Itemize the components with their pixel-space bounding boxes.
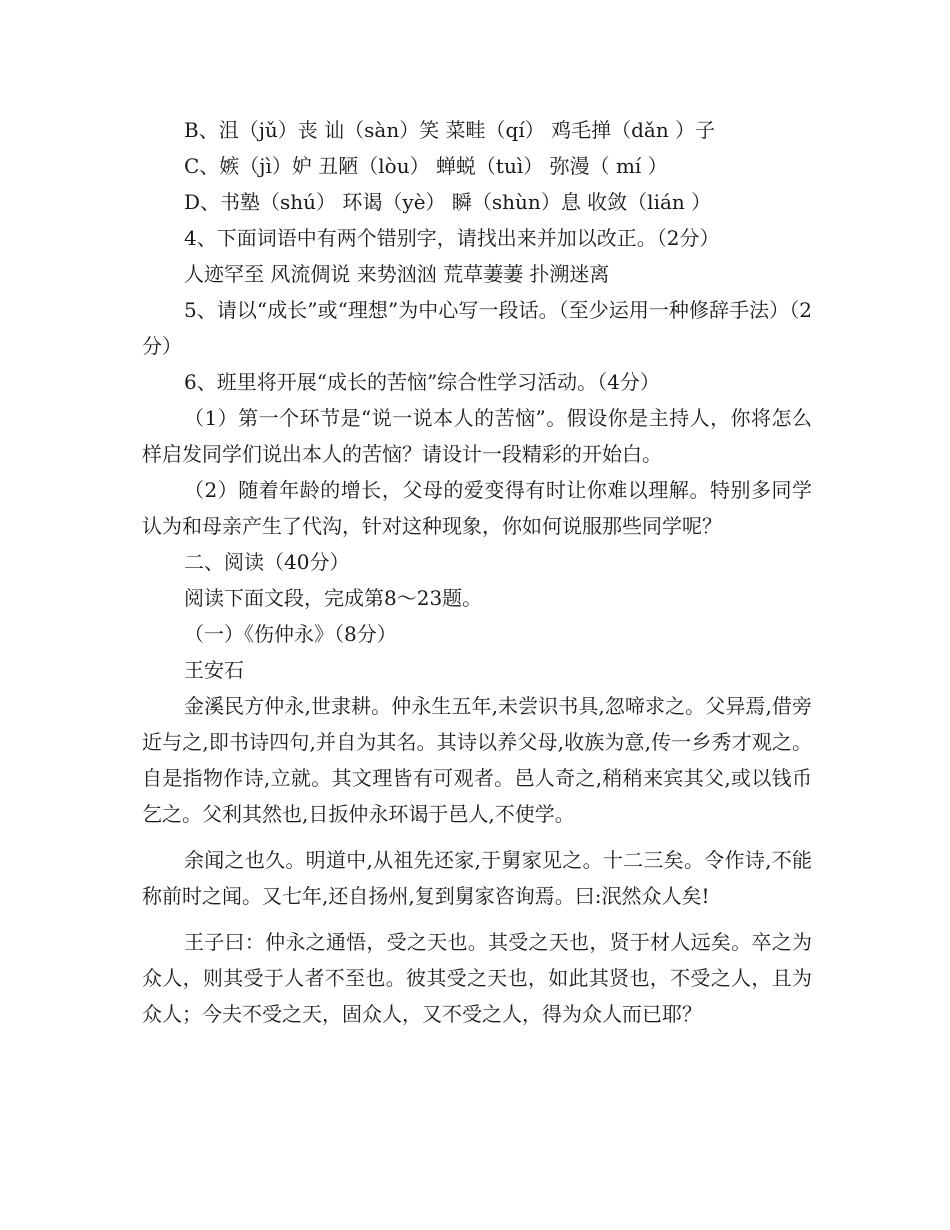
passage-paragraph-3: 王子曰：仲永之通悟，受之天也。其受之天也，贤于材人远矣。卒之为众人，则其受于人者不至也。彼其受之天也，如此其贤也，不受之人，且为众人；今夫不受之天，固众人，又不受之人，得为众人而已耶？	[142, 930, 812, 1026]
question-5-prompt: 5、请以“成长”或“理想”为中心写一段话。（至少运用一种修辞手法）（2分）	[142, 298, 812, 358]
question-6-part-2: （2）随着年龄的增长，父母的爱变得有时让你难以理解。特别多同学认为和母亲产生了代沟，针对这种现象，你如何说服那些同学呢？	[142, 478, 812, 538]
document-page	[142, 112, 812, 1032]
section-heading-reading: 二、阅读（40分）	[184, 550, 350, 574]
question-4-prompt: 4、下面词语中有两个错别字，请找出来并加以改正。（2分）	[184, 226, 720, 250]
question-3-option-b: B、沮（jǔ）丧 讪（sàn）笑 菜畦（qí） 鸡毛掸（dǎn ）子	[184, 118, 716, 142]
question-3-option-d: D、书塾（shú） 环谒（yè） 瞬（shùn）息 收敛（lián ）	[184, 190, 712, 214]
question-6-part-1: （1）第一个环节是“说一说本人的苦恼”。假设你是主持人，你将怎么样启发同学们说出本人的苦恼？请设计一段精彩的开始白。	[142, 406, 812, 466]
passage-author: 王安石	[184, 658, 244, 682]
question-3-option-c: C、嫉（jì）妒 丑陋（lòu） 蝉蜕（tuì） 弥漫（ mí ）	[184, 154, 668, 178]
question-4-words: 人迹罕至 风流倜说 来势汹汹 荒草萋萋 扑溯迷离	[184, 262, 610, 286]
passage-paragraph-2: 余闻之也久。明道中,从祖先还家,于舅家见之。十二三矣。令作诗,不能称前时之闻。又七年,还自扬州,复到舅家咨询焉。曰:泯然众人矣!	[142, 848, 812, 908]
passage-paragraph-1: 金溪民方仲永,世隶耕。仲永生五年,未尝识书具,忽啼求之。父异焉,借旁近与之,即书诗四句,并自为其名。其诗以养父母,收族为意,传一乡秀才观之。自是指物作诗,立就。其文理皆有可观者。邑人奇之,稍稍来宾其父,或以钱币乞之。父利其然也,日扳仲永环谒于邑人,不使学。	[142, 694, 812, 826]
passage-title: （一）《伤仲永》（8分）	[184, 622, 397, 646]
question-6-prompt: 6、班里将开展“成长的苦恼”综合性学习活动。（4分）	[184, 370, 660, 394]
reading-instruction: 阅读下面文段，完成第8～23题。	[184, 586, 483, 610]
